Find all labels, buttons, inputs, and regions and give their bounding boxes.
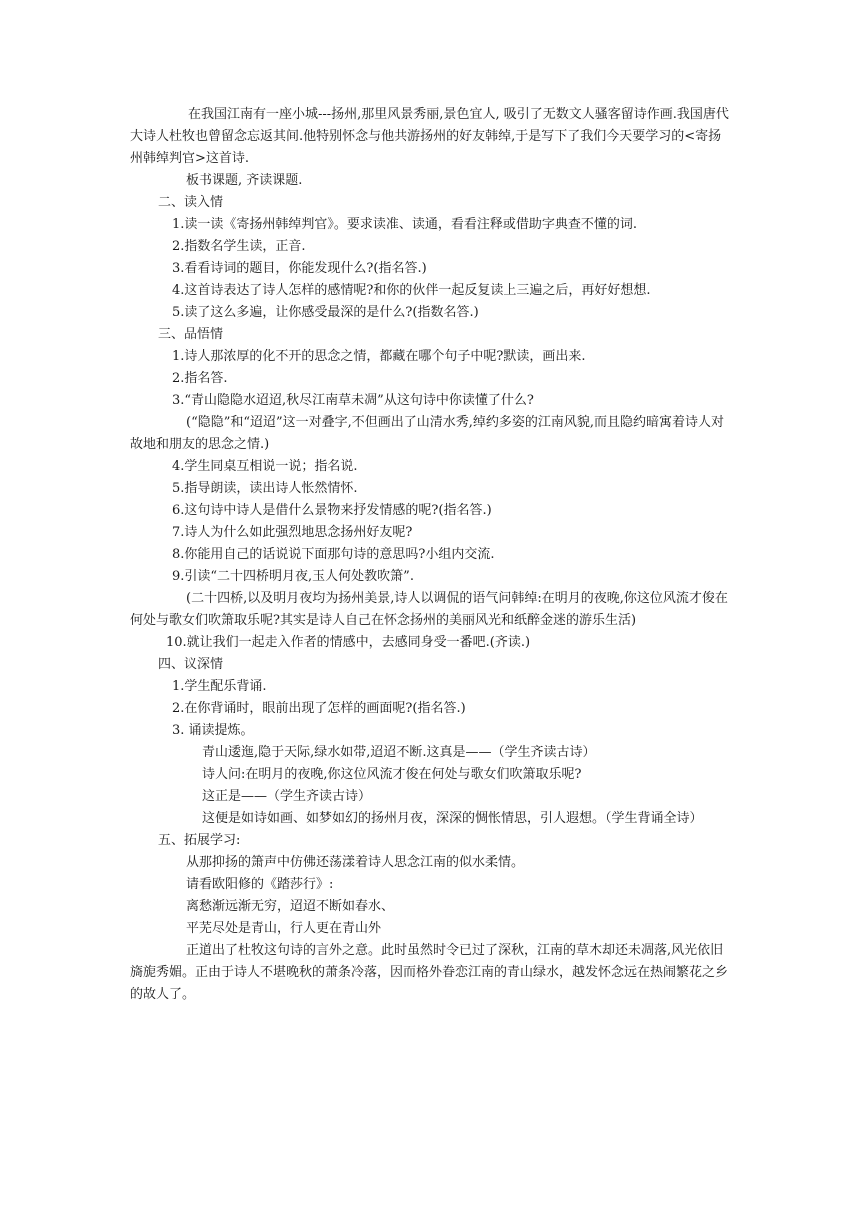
list-item: 2.在你背诵时，眼前出现了怎样的画面呢?(指名答.) [172,701,466,716]
list-item: 1.学生配乐背诵. [172,679,267,694]
closing-paragraph: 正道出了杜牧这句诗的言外之意。此时虽然时令已过了深秋，江南的草木却还未凋落,风光依旧旖旎秀媚。正由于诗人不堪晚秋的萧条冷落，因而格外眷恋江南的青山绿水，越发怀念远在热闹繁花之乡的故人了。 [130,943,729,1002]
recitation-line: 青山逶迤,隐于天际,绿水如带,迢迢不断.这真是——（学生齐读古诗） [202,745,596,760]
list-item: 1.读一读《寄扬州韩绰判官》。要求读准、读通，看看注释或借助字典查不懂的词. [172,217,638,232]
list-item: 4.学生同桌互相说一说；指名说. [172,459,358,474]
list-item: 2.指名答. [172,371,228,386]
extension-line: 请看欧阳修的《踏莎行》: [186,877,334,892]
list-item: 5.指导朗读，读出诗人怅然情怀. [172,481,358,496]
list-item: 9.引读“二十四桥明月夜,玉人何处教吹箫”. [172,569,414,584]
list-item: 4.这首诗表达了诗人怎样的感情呢?和你的伙伴一起反复读上三遍之后，再好好想想. [172,283,651,298]
explanation-note: (“隐隐”和“迢迢”这一对叠字,不但画出了山清水秀,绰约多姿的江南风貌,而且隐约暗寓着诗人对故地和朋友的思念之情.) [130,415,725,452]
list-item: 10.就让我们一起走入作者的情感中，去感同身受一番吧.(齐读.) [166,635,531,650]
list-item: 8.你能用自己的话说说下面那句诗的意思吗?小组内交流. [172,547,495,562]
list-item: 5.读了这么多遍，让你感受最深的是什么?(指数名答.) [172,305,479,320]
extension-line: 从那抑扬的箫声中仿佛还荡漾着诗人思念江南的似水柔情。 [186,855,525,870]
list-item: 3.“青山隐隐水迢迢,秋尽江南草未凋”从这句诗中你读懂了什么? [172,393,534,408]
poem-line: 离愁渐远渐无穷，迢迢不断如春水、 [186,899,395,914]
poem-line: 平芜尽处是青山，行人更在青山外 [186,921,382,936]
section-heading-read: 二、读入情 [158,195,224,210]
section-heading-appreciate: 三、品悟情 [158,327,224,342]
intro-paragraph: 在我国江南有一座小城---扬州,那里风景秀丽,景色宜人, 吸引了无数文人骚客留诗作画.我国唐代大诗人杜牧也曾留念忘返其间.他特别怀念与他共游扬州的好友韩绰,于是写下了我们今天要学习的<寄扬州韩绰判官>这首诗. [130,107,729,166]
document-body [130,104,732,1006]
list-item: 7.诗人为什么如此强烈地思念扬州好友呢? [172,525,413,540]
recitation-paragraph: 这便是如诗如画、如梦如幻的扬州月夜，深深的惆怅情思，引人遐想。（学生背诵全诗） [202,811,703,826]
explanation-note: (二十四桥,以及明月夜均为扬州美景,诗人以调侃的语气问韩绰:在明月的夜晚,你这位风流才俊在何处与歌女们吹箫取乐呢?其实是诗人自己在怀念扬州的美丽风光和纸醉金迷的游乐生活) [130,591,728,628]
list-item: 6.这句诗中诗人是借什么景物来抒发情感的呢?(指名答.) [172,503,492,518]
list-item: 2.指数名学生读，正音. [172,239,306,254]
list-item: 1.诗人那浓厚的化不开的思念之情，都藏在哪个句子中呢?默读，画出来. [172,349,586,364]
list-item: 3.看看诗词的题目，你能发现什么?(指名答.) [172,261,427,276]
recitation-line: 这正是——（学生齐读古诗） [202,789,372,804]
section-heading-extend: 五、拓展学习: [158,833,241,848]
board-instruction: 板书课题, 齐读课题. [186,173,303,188]
section-heading-discuss: 四、议深情 [158,657,224,672]
list-item: 3. 诵读提炼。 [172,723,254,738]
recitation-line: 诗人问:在明月的夜晚,你这位风流才俊在何处与歌女们吹箫取乐呢? [202,767,582,782]
